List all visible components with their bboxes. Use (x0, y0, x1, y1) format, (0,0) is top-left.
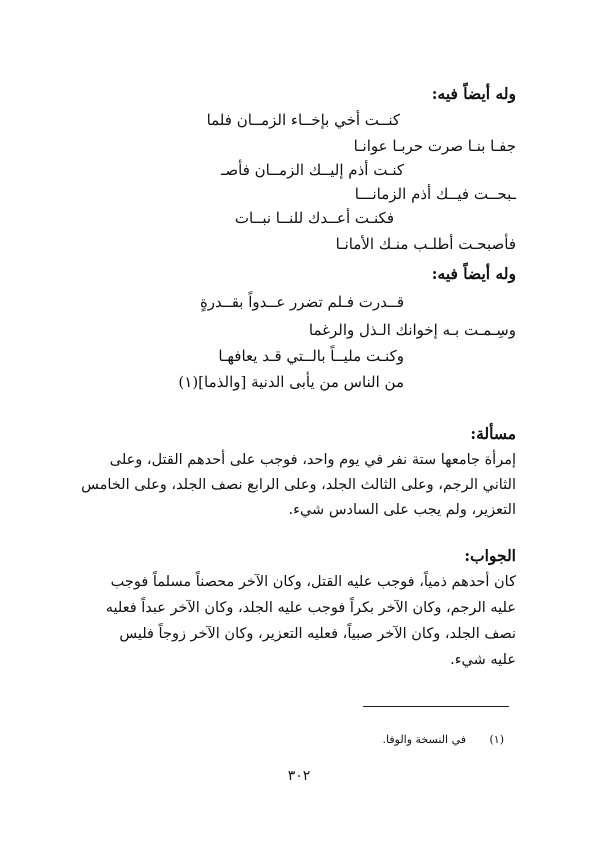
answer-line-2: عليه الرجم، وكان الآخر بكراً فوجب عليه الجلد، وكان الآخر عبداً فعليه (105, 600, 516, 616)
poem-1-verse-6: فأصبحـت أطلـب منـك الأمانـا (335, 235, 516, 253)
answer-line-3: نصف الجلد، وكان الآخر صبياً، فعليه التعزير، وكان الآخر زوجاً فليس (119, 626, 516, 642)
poem-2-verse-3: وكنـت مليــاً بالــتي قـد يعافهـا (218, 347, 404, 365)
footnote-marker: (١) (489, 733, 504, 746)
poem-1-verse-4: ـبحــت فيــك أذم الزمانـــا (354, 185, 516, 203)
answer-line-4: عليه شيء. (450, 652, 516, 668)
footnote-text: في النسخة والوفا. (382, 733, 466, 746)
poem-2-verse-1: قــدرت فـلم تضرر عــدواً بقــدرةٍ (199, 293, 404, 311)
question-heading: مسألة: (470, 424, 516, 443)
poem-2-verse-2: وسِـمـت بـه إخوانك الـذل والرغما (308, 321, 516, 339)
question-line-1: إمرأة جامعها ستة نفر في يوم واحد، فوجب على أحدهم القتل، وعلى (109, 452, 516, 468)
poem-2-verse-4: من الناس من يأبى الدنية [والذما](١) (178, 373, 404, 391)
poem-1-verse-5: فكنـت أعــدك للنــا نبــات (234, 209, 394, 227)
page-number: ٣٠٢ (287, 768, 311, 784)
poem-1-heading: وله أيضاً فيه: (431, 84, 516, 103)
question-line-2: الثاني الرجم، وعلى الثالث الجلد، وعلى الرابع نصف الجلد، وعلى الخامس (81, 477, 516, 493)
question-line-3: التعزير، ولم يجب على السادس شيء. (288, 502, 516, 518)
poem-2-heading: وله أيضاً فيه: (431, 264, 516, 283)
footnote-separator (363, 706, 509, 707)
poem-1-verse-3: كنـت أذم إليــك الزمــان فأصـ (221, 161, 404, 179)
poem-1-verse-1: كنــت أخي بإخــاء الزمــان فلما (206, 111, 400, 129)
answer-heading: الجواب: (464, 546, 516, 565)
poem-1-verse-2: جفـا بنـا صرت حربـا عوانـا (353, 137, 516, 155)
answer-line-1: كان أحدهم ذمياً، فوجب عليه القتل، وكان الآخر محصناً مسلماً فوجب (110, 574, 516, 590)
